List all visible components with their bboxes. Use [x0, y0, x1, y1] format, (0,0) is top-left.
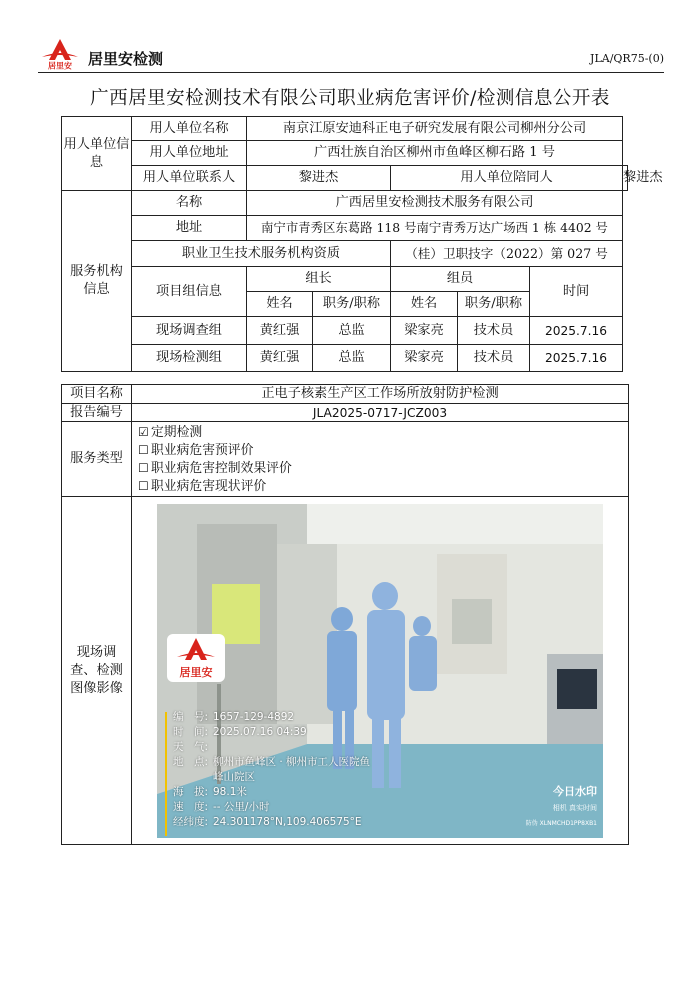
watermark-speed: -- 公里/小时 [213, 800, 270, 813]
project-name-label: 项目名称 [62, 385, 132, 404]
team-row-time: 2025.7.16 [530, 345, 623, 372]
team-row-member-name: 梁家亮 [391, 317, 458, 345]
watermark-place: 柳州市鱼峰区 · 柳州市工人医院鱼 [213, 755, 371, 768]
watermark-bar [165, 712, 167, 836]
team-row-member-title: 技术员 [458, 317, 530, 345]
team-row-group: 现场检测组 [132, 345, 247, 372]
team-row-time: 2025.7.16 [530, 317, 623, 345]
watermark-place-cont: 峰山院区 [213, 770, 255, 783]
watermark-altitude: 98.1米 [213, 785, 247, 798]
member-header: 组员 [391, 267, 530, 292]
document-number: JLA/QR75-(0) [590, 52, 664, 65]
info-table-overlay [61, 116, 663, 372]
team-row-leader-title: 总监 [313, 317, 391, 345]
checkbox-empty-icon: ☐ [138, 479, 149, 493]
service-org-name-value: 广西居里安检测技术服务有限公司 [247, 191, 623, 216]
service-org-section-label: 服务机构信息 [62, 191, 132, 372]
team-row-leader-name: 黄红强 [247, 317, 313, 345]
camera-stamp: 今日水印 相机 真实时间 防伪 XLNMCHD1PP8XB1 [525, 784, 597, 827]
team-row-leader-name: 黄红强 [247, 345, 313, 372]
checkbox-checked-icon: ☑ [138, 425, 149, 439]
page-title: 广西居里安检测技术有限公司职业病危害评价/检测信息公开表 [90, 88, 610, 109]
service-type-options [132, 422, 629, 497]
employer-name-value: 南京江原安迪科正电子研究发展有限公司柳州分公司 [247, 117, 623, 141]
service-option-status-assessment: ☐ 职业病危害现状评价 [138, 479, 267, 494]
employer-escort-value: 黎进杰 [623, 166, 628, 191]
member-title-header: 职务/职称 [458, 292, 530, 317]
team-row-member-name: 梁家亮 [391, 345, 458, 372]
employer-section-label: 用人单位信息 [62, 117, 132, 191]
leader-name-header: 姓名 [247, 292, 313, 317]
team-info-label: 项目组信息 [132, 267, 247, 317]
qualification-label: 职业卫生技术服务机构资质 [132, 241, 391, 267]
leader-title-header: 职务/职称 [313, 292, 391, 317]
leader-header: 组长 [247, 267, 391, 292]
watermark-number: 1657-129-4892 [213, 710, 295, 723]
watermark-logo-text: 居里安 [179, 665, 213, 679]
service-org-address-value: 南宁市青秀区东葛路 118 号南宁青秀万达广场西 1 栋 4402 号 [247, 216, 623, 241]
team-row-leader-title: 总监 [313, 345, 391, 372]
brand-name: 居里安检测 [88, 50, 164, 68]
watermark-time: 2025.07.16 04:39 [213, 725, 307, 738]
service-org-address-label: 地址 [132, 216, 247, 241]
logo-text: 居里安 [48, 61, 72, 71]
report-number-value: JLA2025-0717-JCZ003 [132, 404, 629, 422]
employer-name-label: 用人单位名称 [132, 117, 247, 141]
service-option-pre-assessment: ☐ 职业病危害预评价 [138, 443, 254, 458]
employer-address-label: 用人单位地址 [132, 141, 247, 166]
service-org-name-label: 名称 [132, 191, 247, 216]
employer-address-value: 广西壮族自治区柳州市鱼峰区柳石路 1 号 [247, 141, 623, 166]
project-table [61, 384, 629, 845]
team-row-group: 现场调查组 [132, 317, 247, 345]
page-header [38, 38, 664, 74]
report-number-label: 报告编号 [62, 404, 132, 422]
checkbox-empty-icon: ☐ [138, 461, 149, 475]
employer-contact-label: 用人单位联系人 [132, 166, 247, 191]
service-option-periodic: ☑ 定期检测 [138, 425, 203, 440]
member-name-header: 姓名 [391, 292, 458, 317]
project-name-value: 正电子核素生产区工作场所放射防护检测 [132, 385, 629, 404]
photo-cell [132, 497, 629, 845]
time-header: 时间 [530, 267, 623, 317]
employer-escort-label: 用人单位陪同人 [391, 166, 623, 191]
qualification-value: （桂）卫职技字（2022）第 027 号 [391, 241, 623, 267]
header-rule [38, 72, 664, 73]
service-type-label: 服务类型 [62, 422, 132, 497]
photo-section-label: 现场调查、检测图像影像 [62, 497, 132, 845]
team-row-member-title: 技术员 [458, 345, 530, 372]
watermark-logo [167, 634, 225, 682]
photo-watermark: 编 号: 1657-129-4892 时 间: 2025.07.16 04:39 天 气: 地 点: 柳州市鱼峰区 · 柳州市工人医院鱼 峰山院区 海 拔: 98.1米 速 度: -- 公里/小时 经纬度: 24.301178°N,109.406575°E [165, 710, 370, 830]
service-option-control-effect: ☐ 职业病危害控制效果评价 [138, 461, 292, 476]
employer-contact-value: 黎进杰 [247, 166, 391, 191]
checkbox-empty-icon: ☐ [138, 443, 149, 457]
site-photo [157, 504, 603, 838]
watermark-coordinates: 24.301178°N,109.406575°E [213, 815, 362, 828]
company-logo [38, 38, 82, 70]
